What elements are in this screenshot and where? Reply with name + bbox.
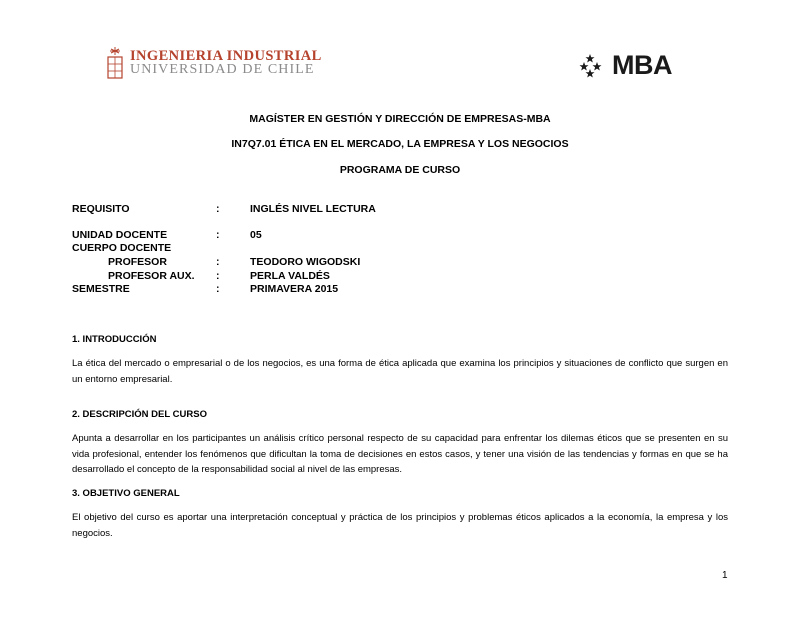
section-1-text: La ética del mercado o empresarial o de los negocios, es una forma de ética aplicada que examina los principios y situaciones de conflicto que surgen en un entorno empresarial.: [72, 358, 728, 385]
unidad-docente-label: UNIDAD DOCENTE: [72, 229, 168, 241]
logo-line-1: INGENIERIA INDUSTRIAL: [130, 48, 322, 64]
semestre-row: [72, 283, 472, 296]
page-number: 1: [722, 570, 728, 581]
profesor-value: TEODORO WIGODSKI: [250, 256, 361, 268]
requisito-row: [72, 203, 472, 216]
profesor-aux-label: PROFESOR AUX.: [108, 270, 195, 282]
unidad-docente-value: 05: [250, 229, 262, 241]
mba-logo: [578, 50, 672, 81]
logo-line-2: UNIVERSIDAD DE CHILE: [130, 62, 315, 77]
cuerpo-docente-row: [72, 242, 472, 255]
semestre-colon: :: [216, 283, 220, 295]
unidad-docente-row: [72, 229, 472, 242]
university-seal-icon: [106, 46, 124, 80]
section-3-text: El objetivo del curso es aportar una interpretación conceptual y práctica de los principios y problemas éticos aplicados a la economía, la empresa y los negocios.: [72, 512, 728, 539]
profesor-aux-row: [72, 270, 472, 283]
profesor-row: [72, 256, 472, 269]
cuerpo-docente-label: CUERPO DOCENTE: [72, 242, 172, 254]
section-2-heading: 2. DESCRIPCIÓN DEL CURSO: [72, 409, 207, 420]
unidad-docente-colon: :: [216, 229, 220, 241]
ingenieria-industrial-logo: [106, 44, 322, 82]
program-title: MAGÍSTER EN GESTIÓN Y DIRECCIÓN DE EMPRESAS-MBA: [249, 113, 551, 125]
profesor-label: PROFESOR: [108, 256, 167, 268]
section-1-heading: 1. INTRODUCCIÓN: [72, 334, 157, 345]
section-2-text: Apunta a desarrollar en los participantes un análisis crítico personal respecto de su capacidad para enfrentar los dilemas éticos que se presenten en su vida profesional, entender los fenómenos que dificultan la toma de decisiones en estos casos, y tener una visión de las tendencias y formas en que se ha desarrollado el concepto de la responsabilidad social al nivel de las empresas.: [72, 433, 728, 475]
profesor-colon: :: [216, 256, 220, 268]
profesor-aux-value: PERLA VALDÉS: [250, 270, 330, 282]
profesor-aux-colon: :: [216, 270, 220, 282]
semestre-value: PRIMAVERA 2015: [250, 283, 339, 295]
requisito-colon: :: [216, 203, 220, 215]
requisito-value: INGLÉS NIVEL LECTURA: [250, 203, 376, 215]
course-title: IN7Q7.01 ÉTICA EN EL MERCADO, LA EMPRESA Y LOS NEGOCIOS: [231, 138, 569, 150]
requisito-label: REQUISITO: [72, 203, 130, 215]
section-3-heading: 3. OBJETIVO GENERAL: [72, 488, 180, 499]
stars-icon: [578, 53, 608, 79]
document-type-title: PROGRAMA DE CURSO: [339, 164, 461, 176]
mba-logo-text: MBA: [612, 50, 672, 80]
semestre-label: SEMESTRE: [72, 283, 130, 295]
